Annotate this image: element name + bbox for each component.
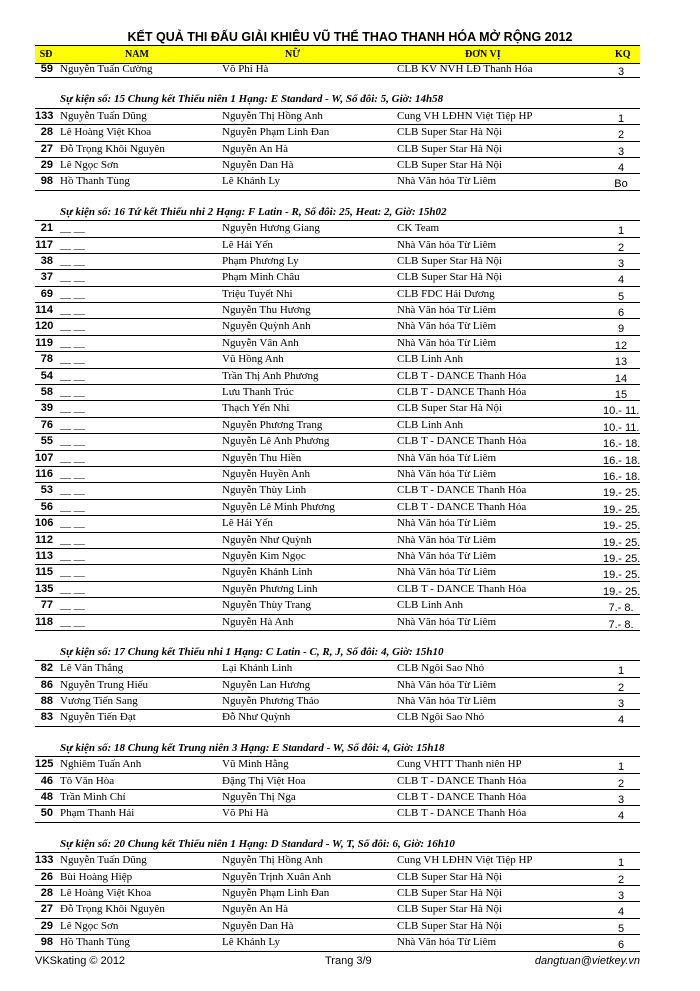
cell-nam: __ __ [60, 238, 85, 251]
cell-nu: Nguyễn Hà Anh [222, 615, 294, 628]
cell-kq: 3 [617, 698, 625, 711]
cell-nu: Nguyễn Thu Hiền [222, 451, 302, 464]
cell-nam: Tô Văn Hòa [60, 774, 115, 787]
header-nam: NAM [125, 49, 149, 60]
table-row [35, 902, 640, 918]
cell-sd: 116 [35, 467, 53, 480]
cell-don-vi: CLB T - DANCE Thanh Hóa [397, 774, 527, 787]
cell-sd: 107 [35, 451, 54, 464]
cell-nu: Nguyễn Phạm Linh Đan [222, 126, 330, 139]
cell-nu: Nguyễn Lê Minh Phương [222, 500, 335, 513]
table-row [35, 238, 640, 254]
cell-don-vi: Nhà Văn hóa Từ Liêm [397, 566, 497, 579]
cell-kq: 10.- 11. [603, 405, 640, 418]
cell-sd: 78 [40, 353, 53, 366]
cell-sd: 117 [35, 238, 53, 251]
header-sd: SĐ [39, 49, 53, 60]
cell-don-vi: CLB Linh Anh [397, 353, 464, 366]
cell-nam: Nguyễn Tuấn Dũng [60, 854, 147, 867]
cell-don-vi: CLB T - DANCE Thanh Hóa [397, 791, 527, 804]
cell-don-vi: Nhà Văn hóa Từ Liêm [397, 615, 497, 628]
cell-nu: Nguyễn Kim Ngọc [222, 549, 306, 562]
cell-nam: __ __ [60, 320, 85, 333]
cell-nu: Võ Phi Hà [222, 63, 269, 75]
cell-sd: 27 [40, 903, 53, 916]
table-row [35, 757, 640, 773]
cell-nu: Lê Hải Yến [222, 517, 273, 530]
cell-nu: Phạm Minh Châu [222, 271, 300, 284]
cell-nu: Triệu Tuyết Nhi [222, 287, 293, 300]
cell-don-vi: CLB Super Star Hà Nội [397, 919, 503, 932]
cell-don-vi: Nhà Văn hóa Từ Liêm [397, 678, 497, 691]
table-row [35, 142, 640, 158]
footer-page-number: Trang 3/9 [325, 955, 372, 967]
table-row [35, 303, 640, 319]
cell-nu: Nguyễn Vân Anh [222, 336, 299, 349]
cell-kq: 12 [614, 339, 628, 352]
cell-sd: 26 [40, 870, 53, 883]
cell-don-vi: Nhà Văn hóa Từ Liêm [397, 238, 497, 251]
cell-sd: 27 [40, 142, 53, 155]
table-row [35, 401, 640, 417]
cell-kq: 16.- 18. [603, 470, 641, 483]
cell-don-vi: Nhà Văn hóa Từ Liêm [397, 467, 497, 480]
cell-kq: Bo [614, 178, 628, 191]
cell-nam: __ __ [60, 369, 85, 382]
cell-don-vi: Nhà Văn hóa Từ Liêm [397, 320, 497, 333]
cell-sd: 38 [40, 254, 53, 267]
cell-kq: 19.- 25. [603, 487, 641, 500]
table-row [35, 919, 640, 935]
table-row [35, 694, 640, 710]
cell-nam: __ __ [60, 500, 85, 513]
cell-don-vi: Nhà Văn hóa Từ Liêm [397, 304, 497, 317]
cell-nam: __ __ [60, 222, 85, 235]
cell-nam: __ __ [60, 517, 85, 530]
table-row [35, 221, 640, 237]
cell-kq: 3 [617, 889, 625, 902]
table-row [35, 710, 640, 726]
cell-don-vi: Nhà Văn hóa Từ Liêm [397, 533, 497, 546]
cell-nam: __ __ [60, 566, 85, 579]
cell-nam: __ __ [60, 467, 85, 480]
cell-nam: __ __ [60, 386, 85, 399]
cell-sd: 106 [35, 517, 54, 530]
cell-sd: 59 [40, 63, 53, 75]
table-row [35, 369, 640, 385]
cell-sd: 119 [35, 336, 53, 349]
cell-sd: 115 [35, 566, 53, 579]
cell-sd: 58 [40, 386, 53, 399]
cell-kq: 19.- 25. [603, 520, 641, 533]
cell-nam: Lê Hoàng Việt Khoa [60, 886, 152, 899]
cell-kq: 3 [617, 145, 625, 158]
table-row [35, 287, 640, 303]
table-row [35, 125, 640, 141]
table-row [35, 451, 640, 467]
cell-nu: Đặng Thị Việt Hoa [222, 774, 306, 787]
cell-sd: 135 [35, 582, 54, 595]
cell-nu: Phạm Phương Ly [222, 254, 299, 267]
cell-nam: Nguyễn Tiến Đạt [60, 711, 136, 724]
cell-sd: 28 [40, 886, 53, 899]
cell-kq: 3 [617, 66, 625, 78]
cell-kq: 5 [617, 290, 625, 303]
cell-kq: 2 [617, 129, 625, 142]
footer-email: dangtuan@vietkey.vn [534, 955, 640, 967]
section-gap [35, 78, 640, 92]
cell-don-vi: Nhà Văn hóa Từ Liêm [397, 451, 497, 464]
cell-nam: Vương Tiến Sang [60, 695, 138, 708]
cell-kq: 2 [617, 681, 625, 694]
table-row [35, 467, 640, 483]
cell-nam: Nghiêm Tuấn Anh [60, 758, 142, 771]
cell-don-vi: CLB Super Star Hà Nội [397, 271, 503, 284]
cell-don-vi: Nhà Văn hóa Từ Liêm [397, 549, 497, 562]
cell-don-vi: CLB Super Star Hà Nội [397, 254, 503, 267]
cell-nam: Lê Ngọc Sơn [60, 158, 119, 171]
cell-nu: Nguyễn Quỳnh Anh [222, 320, 311, 333]
table-row [35, 483, 640, 499]
cell-sd: 98 [40, 175, 53, 188]
cell-sd: 88 [40, 695, 53, 708]
cell-sd: 113 [35, 549, 53, 562]
cell-don-vi: CLB KV NVH LĐ Thanh Hóa [397, 63, 533, 75]
event-heading: Sự kiện số: 17 Chung kết Thiếu nhi 1 Hạng: C Latin - C, R, J, Số đôi: 4, Giờ: 15h10 [35, 645, 640, 661]
cell-nu: Nguyễn Hương Giang [222, 222, 320, 235]
cell-nu: Nguyễn Khánh Linh [222, 566, 313, 579]
cell-nu: Lại Khánh Linh [222, 662, 293, 675]
cell-nu: Thạch Yến Nhi [222, 402, 290, 415]
cell-don-vi: CK Team [397, 222, 440, 235]
cell-don-vi: CLB T - DANCE Thanh Hóa [397, 500, 527, 513]
cell-nu: Nguyễn Phương Trang [222, 418, 323, 431]
table-row [35, 853, 640, 869]
table-row [35, 500, 640, 516]
cell-nam: __ __ [60, 484, 85, 497]
table-row [35, 549, 640, 565]
cell-kq: 1 [617, 112, 625, 125]
cell-nu: Lê Khánh Ly [222, 175, 281, 188]
cell-sd: 76 [40, 418, 53, 431]
table-row [35, 935, 640, 951]
cell-sd: 29 [40, 158, 53, 171]
cell-kq: 7.- 8. [608, 618, 634, 631]
cell-nam: Nguyễn Tuấn Dũng [60, 109, 147, 122]
cell-nam: Trần Minh Chí [60, 791, 126, 804]
table-row [35, 254, 640, 270]
cell-don-vi: Cung VH LĐHN Việt Tiệp HP [397, 854, 533, 867]
cell-sd: 21 [40, 222, 53, 235]
cell-don-vi: Nhà Văn hóa Từ Liêm [397, 336, 497, 349]
cell-nam: __ __ [60, 549, 85, 562]
cell-kq: 2 [617, 873, 625, 886]
section-gap [35, 631, 640, 645]
table-row [35, 319, 640, 335]
cell-nam: __ __ [60, 418, 85, 431]
cell-nu: Nguyễn Dan Hà [222, 919, 294, 932]
cell-nu: Đỗ Như Quỳnh [222, 711, 291, 724]
cell-nam: __ __ [60, 336, 85, 349]
table-row [35, 418, 640, 434]
table-row [35, 806, 640, 822]
cell-sd: 53 [40, 484, 53, 497]
cell-don-vi: Cung VH LĐHN Việt Tiệp HP [397, 109, 533, 122]
table-row [35, 158, 640, 174]
cell-nu: Nguyễn Phạm Linh Đan [222, 886, 330, 899]
cell-don-vi: CLB Super Star Hà Nội [397, 870, 503, 883]
cell-don-vi: Nhà Văn hóa Từ Liêm [397, 936, 497, 949]
cell-don-vi: CLB Super Star Hà Nội [397, 903, 503, 916]
cell-don-vi: CLB T - DANCE Thanh Hóa [397, 369, 527, 382]
cell-don-vi: CLB Super Star Hà Nội [397, 886, 503, 899]
cell-nu: Vũ Hồng Anh [222, 353, 284, 366]
cell-sd: 83 [40, 711, 53, 724]
table-row [35, 565, 640, 581]
cell-kq: 4 [617, 714, 625, 727]
cell-kq: 6 [617, 939, 625, 952]
cell-nam: __ __ [60, 533, 85, 546]
cell-sd: 77 [40, 599, 53, 612]
cell-don-vi: Nhà Văn hóa Từ Liêm [397, 517, 497, 530]
table-row [35, 385, 640, 401]
cell-don-vi: CLB Super Star Hà Nội [397, 402, 503, 415]
cell-nam: __ __ [60, 582, 85, 595]
event-heading: Sự kiện số: 16 Tứ kết Thiếu nhi 2 Hạng: F Latin - R, Số đôi: 25, Heat: 2, Giờ: 15h02 [35, 205, 640, 221]
cell-don-vi: CLB T - DANCE Thanh Hóa [397, 386, 527, 399]
cell-nu: Vũ Minh Hằng [222, 758, 289, 771]
event-heading: Sự kiện số: 20 Chung kết Thiếu niên 1 Hạng: D Standard - W, T, Số đôi: 6, Giờ: 16h10 [35, 837, 640, 853]
cell-nu: Nguyễn Lan Hương [222, 678, 311, 691]
cell-kq: 5 [617, 922, 625, 935]
table-row [35, 582, 640, 598]
cell-sd: 48 [40, 791, 53, 804]
cell-sd: 29 [40, 919, 53, 932]
cell-sd: 86 [40, 678, 53, 691]
cell-don-vi: Nhà Văn hóa Từ Liêm [397, 695, 497, 708]
cell-nam: Nguyễn Tuấn Cường [60, 63, 153, 75]
cell-kq: 1 [617, 665, 625, 678]
header-kq: KQ [615, 49, 631, 60]
cell-kq: 19.- 25. [603, 503, 641, 516]
cell-nam: Lê Văn Thắng [60, 662, 124, 675]
cell-nam: Nguyễn Trung Hiếu [60, 678, 149, 691]
table-row [35, 661, 640, 677]
table-row [35, 790, 640, 806]
cell-nam: Lê Ngọc Sơn [60, 919, 119, 932]
cell-nam: __ __ [60, 254, 85, 267]
cell-kq: 4 [617, 161, 625, 174]
table-row [35, 174, 640, 190]
cell-sd: 56 [40, 500, 53, 513]
cell-kq: 7.- 8. [608, 602, 634, 615]
cell-sd: 55 [40, 435, 53, 448]
cell-nu: Nguyễn Phương Thảo [222, 695, 320, 708]
cell-don-vi: CLB FDC Hải Dương [397, 287, 495, 300]
cell-sd: 82 [40, 662, 53, 675]
cell-don-vi: Nhà Văn hóa Từ Liêm [397, 175, 497, 188]
cell-nu: Nguyễn An Hà [222, 142, 288, 155]
table-row [35, 598, 640, 614]
cell-kq: 1 [617, 857, 625, 870]
cell-kq: 3 [617, 257, 625, 270]
cell-sd: 50 [40, 807, 53, 820]
cell-don-vi: CLB Super Star Hà Nội [397, 126, 503, 139]
cell-nam: __ __ [60, 615, 85, 628]
table-row [35, 516, 640, 532]
cell-nam: Đỗ Trọng Khôi Nguyên [60, 903, 165, 916]
cell-kq: 2 [617, 777, 625, 790]
cell-sd: 37 [40, 271, 53, 284]
table-row [35, 774, 640, 790]
footer-copyright: VKSkating © 2012 [35, 955, 126, 967]
cell-kq: 13 [614, 356, 628, 369]
cell-sd: 112 [35, 533, 53, 546]
event-heading: Sự kiện số: 15 Chung kết Thiếu niên 1 Hạng: E Standard - W, Số đôi: 5, Giờ: 14h58 [35, 92, 640, 108]
cell-nu: Nguyễn Lê Anh Phương [222, 435, 330, 448]
cell-sd: 133 [35, 109, 54, 122]
cell-don-vi: CLB Ngôi Sao Nhỏ [397, 662, 485, 675]
cell-nu: Nguyễn Dan Hà [222, 158, 294, 171]
table-row [35, 336, 640, 352]
cell-sd: 46 [40, 774, 53, 787]
cell-nam: Đỗ Trọng Khôi Nguyên [60, 142, 165, 155]
cell-nam: Phạm Thanh Hải [60, 807, 135, 820]
cell-don-vi: CLB Super Star Hà Nội [397, 142, 503, 155]
cell-kq: 2 [617, 241, 625, 254]
cell-kq: 16.- 18. [603, 438, 641, 451]
cell-nu: Nguyễn Thị Nga [222, 791, 296, 804]
table-row [35, 62, 640, 78]
cell-don-vi: CLB Super Star Hà Nội [397, 158, 503, 171]
cell-nu: Nguyễn An Hà [222, 903, 288, 916]
section-gap [35, 823, 640, 837]
section-gap [35, 191, 640, 205]
cell-don-vi: CLB T - DANCE Thanh Hóa [397, 435, 527, 448]
cell-nu: Võ Phi Hà [222, 807, 269, 820]
table-row [35, 270, 640, 286]
cell-nam: Bùi Hoàng Hiệp [60, 870, 133, 883]
cell-sd: 125 [35, 758, 54, 771]
cell-nam: __ __ [60, 353, 85, 366]
table-row [35, 352, 640, 368]
cell-nu: Trần Thị Anh Phương [222, 369, 319, 382]
cell-kq: 3 [617, 794, 625, 807]
cell-don-vi: CLB Ngôi Sao Nhỏ [397, 711, 485, 724]
header-nu: NỮ [285, 49, 301, 60]
cell-nam: Hồ Thanh Tùng [60, 175, 130, 188]
cell-don-vi: CLB T - DANCE Thanh Hóa [397, 582, 527, 595]
cell-nam: __ __ [60, 402, 85, 415]
cell-sd: 118 [35, 615, 53, 628]
cell-don-vi: CLB T - DANCE Thanh Hóa [397, 807, 527, 820]
cell-nam: __ __ [60, 599, 85, 612]
cell-nu: Lưu Thanh Trúc [222, 386, 294, 399]
cell-nam: __ __ [60, 451, 85, 464]
cell-nu: Nguyễn Phương Linh [222, 582, 318, 595]
cell-kq: 4 [617, 274, 625, 287]
cell-nu: Nguyễn Huyền Anh [222, 467, 310, 480]
cell-kq: 1 [617, 761, 625, 774]
cell-don-vi: CLB Linh Anh [397, 418, 464, 431]
cell-kq: 19.- 25. [603, 569, 641, 582]
table-row [35, 870, 640, 886]
cell-sd: 133 [35, 854, 54, 867]
cell-kq: 4 [617, 810, 625, 823]
cell-kq: 9 [617, 323, 625, 336]
cell-nu: Nguyễn Thu Hương [222, 304, 311, 317]
cell-don-vi: CLB Linh Anh [397, 599, 464, 612]
cell-sd: 69 [40, 287, 53, 300]
cell-kq: 4 [617, 906, 625, 919]
cell-nam: __ __ [60, 271, 85, 284]
cell-kq: 14 [614, 372, 628, 385]
results-table [35, 62, 640, 952]
cell-nam: __ __ [60, 304, 85, 317]
cell-don-vi: Cung VHTT Thanh niên HP [397, 758, 522, 771]
table-row [35, 678, 640, 694]
cell-kq: 1 [617, 225, 625, 238]
header-don-vi: ĐƠN VỊ [465, 49, 501, 60]
table-row [35, 533, 640, 549]
cell-nam: __ __ [60, 435, 85, 448]
cell-sd: 28 [40, 126, 53, 139]
cell-nu: Lê Khánh Ly [222, 936, 281, 949]
cell-kq: 6 [617, 307, 625, 320]
cell-nu: Nguyễn Thị Hồng Anh [222, 854, 323, 867]
event-heading: Sự kiện số: 18 Chung kết Trung niên 3 Hạng: E Standard - W, Số đôi: 4, Giờ: 15h18 [35, 741, 640, 757]
cell-nu: Nguyễn Thùy Trang [222, 599, 312, 612]
cell-sd: 54 [40, 369, 53, 382]
section-gap [35, 727, 640, 741]
cell-kq: 15 [614, 389, 628, 402]
cell-kq: 10.- 11. [603, 421, 640, 434]
cell-nu: Nguyễn Như Quỳnh [222, 533, 312, 546]
cell-sd: 114 [35, 304, 53, 317]
cell-nu: Nguyễn Thùy Linh [222, 484, 307, 497]
cell-nu: Nguyễn Trịnh Xuân Anh [222, 870, 332, 883]
cell-nu: Nguyễn Thị Hồng Anh [222, 109, 323, 122]
table-row [35, 109, 640, 125]
cell-sd: 98 [40, 936, 53, 949]
cell-nam: Hồ Thanh Tùng [60, 936, 130, 949]
table-row [35, 434, 640, 450]
table-row [35, 886, 640, 902]
cell-sd: 120 [35, 320, 54, 333]
cell-kq: 19.- 25. [603, 536, 641, 549]
page-title: KẾT QUẢ THI ĐẤU GIẢI KHIÊU VŨ THỂ THAO THANH HÓA MỞ RỘNG 2012 [127, 30, 573, 44]
cell-sd: 39 [40, 402, 53, 415]
cell-kq: 19.- 25. [603, 585, 641, 598]
cell-nam: Lê Hoàng Việt Khoa [60, 126, 152, 139]
cell-nam: __ __ [60, 287, 85, 300]
table-row [35, 615, 640, 631]
cell-nu: Lê Hải Yến [222, 238, 273, 251]
cell-kq: 16.- 18. [603, 454, 641, 467]
cell-don-vi: CLB T - DANCE Thanh Hóa [397, 484, 527, 497]
cell-kq: 19.- 25. [603, 552, 641, 565]
